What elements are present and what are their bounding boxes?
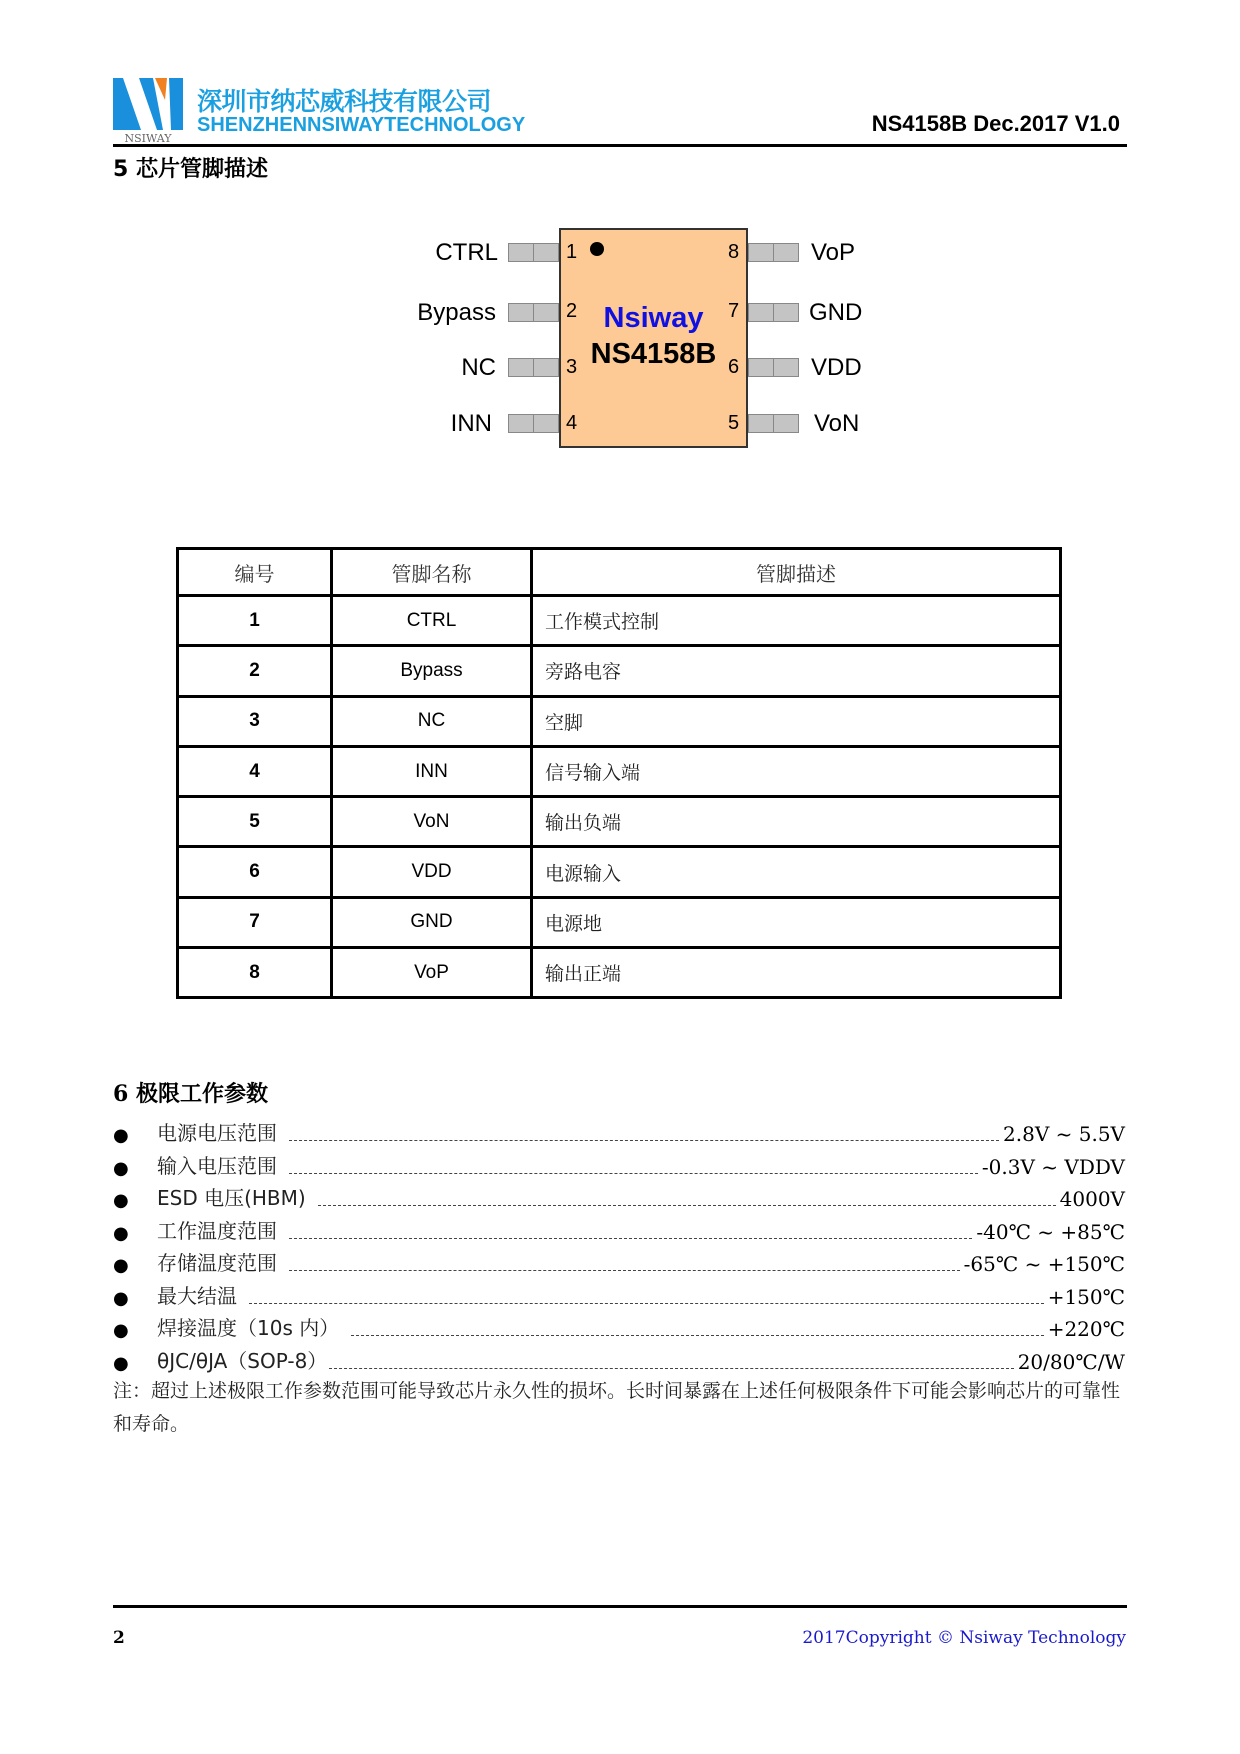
param-item [113,1149,1125,1179]
bullet-icon: ● [113,1158,129,1179]
pin-name-cell: GND [332,897,532,947]
pin-name-cell: VDD [332,847,532,897]
pin-description-cell: 旁路电容 [532,646,1061,696]
pin-number: 6 [728,356,740,378]
svg-text:NSIWAY: NSIWAY [124,132,172,144]
leader-dots [329,1368,1013,1369]
param-item [113,1181,1125,1211]
param-label: 存储温度范围 [157,1251,277,1275]
param-item [113,1279,1125,1309]
pin-description-cell: 信号输入端 [532,746,1061,796]
note-text: 注：超过上述极限工作参数范围可能导致芯片永久性的损坏。长时间暴露在上述任何极限条件下可能会影响芯片的可靠性和寿命。 [113,1380,1121,1435]
column-header: 管脚名称 [332,549,532,596]
chip-brand: Nsiway [603,302,704,334]
pin-lead [748,358,799,377]
pin-description-cell: 电源地 [532,897,1061,947]
pin-number-cell: 7 [178,897,332,947]
param-item [113,1116,1125,1146]
pin-label: CTRL [435,239,498,266]
column-header: 编号 [178,549,332,596]
table-row [178,646,1061,696]
param-value: -65℃ ~ +150℃ [963,1252,1125,1276]
pin-lead [508,414,559,433]
pin-description-cell: 工作模式控制 [532,596,1061,646]
bullet-icon: ● [113,1353,129,1374]
pin-lead [508,303,559,322]
pin1-marker [590,242,604,256]
param-value: +150℃ [1047,1285,1125,1309]
pin-number-cell: 6 [178,847,332,897]
company-name-cn: 深圳市纳芯威科技有限公司 [197,87,492,116]
pin-number: 2 [566,300,578,322]
pin-number-cell: 3 [178,696,332,746]
param-item [113,1311,1125,1341]
pin-description-cell: 电源输入 [532,847,1061,897]
column-header: 管脚描述 [532,549,1061,596]
section-6-title: 6 极限工作参数 [113,1081,268,1107]
leader-dots [289,1173,978,1174]
param-value: -40℃ ~ +85℃ [976,1220,1125,1244]
param-item [113,1344,1125,1374]
leader-dots [289,1238,972,1239]
pin-label: INN [450,410,492,437]
pin-name-cell: Bypass [332,646,532,696]
pin-description-table [176,547,1062,999]
pin-number: 7 [728,300,740,322]
pin-description-cell: 输出负端 [532,797,1061,847]
table-row [178,797,1061,847]
section-5-title: 5 芯片管脚描述 [113,157,268,182]
param-item [113,1214,1125,1244]
param-item [113,1246,1125,1276]
pin-name-cell: NC [332,696,532,746]
bullet-icon: ● [113,1255,129,1276]
param-value: 20/80℃/W [1017,1350,1125,1374]
leader-dots [289,1140,999,1141]
pin-number-cell: 1 [178,596,332,646]
param-label: 最大结温 [157,1284,237,1308]
table-row [178,847,1061,897]
bullet-icon: ● [113,1190,129,1211]
table-row [178,596,1061,646]
param-label: 电源电压范围 [157,1121,277,1145]
pin-label: VDD [811,354,862,381]
leader-dots [351,1335,1043,1336]
chip-part-number: NS4158B [590,338,717,370]
pin-number-cell: 5 [178,797,332,847]
company-name-en: SHENZHENNSIWAYTECHNOLOGY [197,114,526,136]
pin-number: 5 [728,412,740,434]
company-logo [113,78,183,144]
pin-lead [748,303,799,322]
param-value: 4000V [1059,1187,1125,1211]
footer-rule [113,1605,1127,1608]
table-row [178,696,1061,746]
pin-number: 1 [566,241,578,263]
param-label: θJC/θJA（SOP-8） [157,1349,328,1373]
table-row [178,897,1061,947]
param-value: -0.3V ~ VDDV [981,1155,1125,1179]
pin-number-cell: 4 [178,746,332,796]
table-row [178,948,1061,998]
copyright: 2017Copyright © Nsiway Technology [802,1628,1126,1648]
param-label: 工作温度范围 [157,1219,277,1243]
param-label: ESD 电压(HBM) [157,1186,306,1210]
pin-lead [748,243,799,262]
bullet-icon: ● [113,1288,129,1309]
pin-lead [508,243,559,262]
pin-number-cell: 2 [178,646,332,696]
param-value: +220℃ [1047,1317,1125,1341]
bullet-icon: ● [113,1125,129,1146]
pin-label: VoP [811,239,856,266]
pin-description-cell: 输出正端 [532,948,1061,998]
pin-number: 8 [728,241,740,263]
param-label: 焊接温度（10s 内） [157,1316,340,1340]
pin-lead [748,414,799,433]
pin-name-cell: INN [332,746,532,796]
leader-dots [318,1205,1056,1206]
bullet-icon: ● [113,1223,129,1244]
pin-number: 4 [566,412,578,434]
table-header-row [178,549,1061,596]
pin-number-cell: 8 [178,948,332,998]
pin-name-cell: VoN [332,797,532,847]
pin-name-cell: CTRL [332,596,532,646]
param-value: 2.8V ~ 5.5V [1003,1122,1125,1146]
pin-label: VoN [814,410,860,437]
page-number: 2 [113,1628,125,1648]
header-rule [113,144,1127,147]
pin-description-cell: 空脚 [532,696,1061,746]
pin-label: Bypass [417,299,496,326]
param-label: 输入电压范围 [157,1154,277,1178]
table-row [178,746,1061,796]
leader-dots [289,1270,960,1271]
pin-number: 3 [566,356,578,378]
bullet-icon: ● [113,1320,129,1341]
leader-dots [249,1303,1044,1304]
pin-lead [508,358,559,377]
document-id: NS4158B Dec.2017 V1.0 [871,111,1120,136]
pin-label: GND [809,299,863,326]
pin-name-cell: VoP [332,948,532,998]
pin-label: NC [461,354,496,381]
